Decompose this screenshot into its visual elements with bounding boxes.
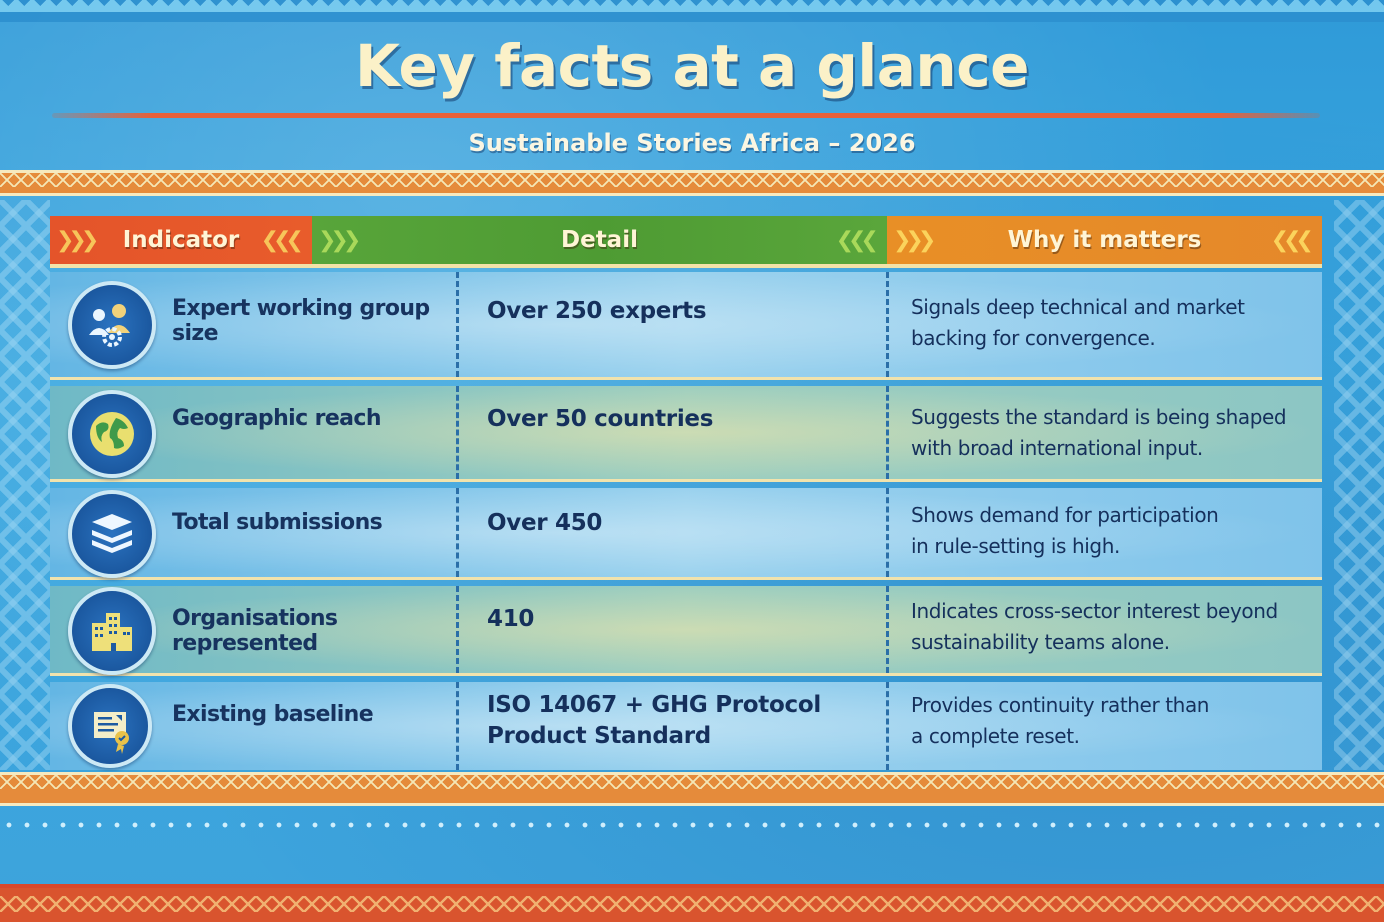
why-text [911, 500, 1218, 562]
title-divider [52, 113, 1320, 118]
detail-value: Over 250 experts [487, 298, 707, 324]
why-text [911, 596, 1278, 658]
header-label: Detail [561, 227, 638, 253]
chevron-right-icon: ❯❯❯ [56, 228, 94, 253]
why-line: a complete reset. [911, 724, 1080, 748]
detail-cell [459, 272, 889, 377]
header-label: Why it matters [1007, 227, 1202, 253]
why-line: Signals deep technical and market [911, 295, 1245, 319]
why-line: sustainability teams alone. [911, 630, 1170, 654]
header-why [887, 216, 1322, 264]
stack-layers-icon [68, 490, 156, 578]
why-line: Shows demand for participation [911, 503, 1219, 527]
table-row [50, 586, 1322, 676]
top-zigzag-border [0, 0, 1384, 22]
buildings-icon [68, 587, 156, 675]
detail-value: 410 [487, 606, 535, 632]
detail-value: Over 450 [487, 510, 603, 536]
indicator-cell [50, 682, 459, 770]
detail-line: ISO 14067 + GHG Protocol [487, 692, 821, 718]
header-indicator [50, 216, 312, 264]
why-line: with broad international input. [911, 436, 1203, 460]
table-row [50, 682, 1322, 770]
page-title: Key facts at a glance [355, 32, 1029, 100]
why-text [911, 292, 1245, 354]
why-cell [889, 386, 1322, 479]
chevron-left-icon: ❮❮❮ [835, 228, 873, 253]
why-cell [889, 272, 1322, 377]
indicator-cell [50, 272, 459, 377]
upper-pattern-band [0, 170, 1384, 196]
why-cell [889, 488, 1322, 577]
table-row [50, 272, 1322, 380]
detail-cell [459, 682, 889, 770]
certificate-icon [68, 684, 152, 768]
dotted-border [0, 818, 1384, 832]
page-subtitle: Sustainable Stories Africa – 2026 [468, 129, 916, 157]
detail-line: Product Standard [487, 723, 711, 749]
detail-cell [459, 386, 889, 479]
table-row [50, 488, 1322, 580]
lower-pattern-band [0, 772, 1384, 806]
indicator-label: Expert working group size [172, 296, 430, 346]
table-row [50, 386, 1322, 482]
detail-value [487, 690, 821, 752]
why-line: backing for convergence. [911, 326, 1156, 350]
why-text [911, 690, 1209, 752]
why-text [911, 402, 1286, 464]
indicator-cell [50, 586, 459, 673]
people-gear-icon [68, 281, 156, 369]
chevron-left-icon: ❮❮❮ [260, 228, 298, 253]
chevron-right-icon: ❯❯❯ [318, 228, 356, 253]
indicator-label: Existing baseline [172, 702, 374, 727]
why-line: Indicates cross-sector interest beyond [911, 599, 1278, 623]
right-pattern-edge [1334, 200, 1384, 770]
indicator-cell [50, 488, 459, 577]
chevron-right-icon: ❯❯❯ [893, 228, 931, 253]
detail-value: Over 50 countries [487, 406, 714, 432]
left-pattern-edge [0, 200, 50, 770]
facts-table [50, 216, 1322, 770]
header-label: Indicator [122, 227, 240, 253]
why-cell [889, 586, 1322, 673]
detail-cell [459, 488, 889, 577]
chevron-left-icon: ❮❮❮ [1270, 228, 1308, 253]
why-line: Provides continuity rather than [911, 693, 1210, 717]
why-line: Suggests the standard is being shaped [911, 405, 1287, 429]
indicator-label: Total submissions [172, 510, 383, 535]
table-header [50, 216, 1322, 268]
header-detail [312, 216, 887, 264]
globe-icon [68, 390, 156, 478]
why-line: in rule-setting is high. [911, 534, 1120, 558]
why-cell [889, 682, 1322, 770]
detail-cell [459, 586, 889, 673]
indicator-label: Organisations represented [172, 606, 338, 656]
indicator-label: Geographic reach [172, 406, 381, 431]
bottom-pattern-band [0, 884, 1384, 922]
indicator-cell [50, 386, 459, 479]
